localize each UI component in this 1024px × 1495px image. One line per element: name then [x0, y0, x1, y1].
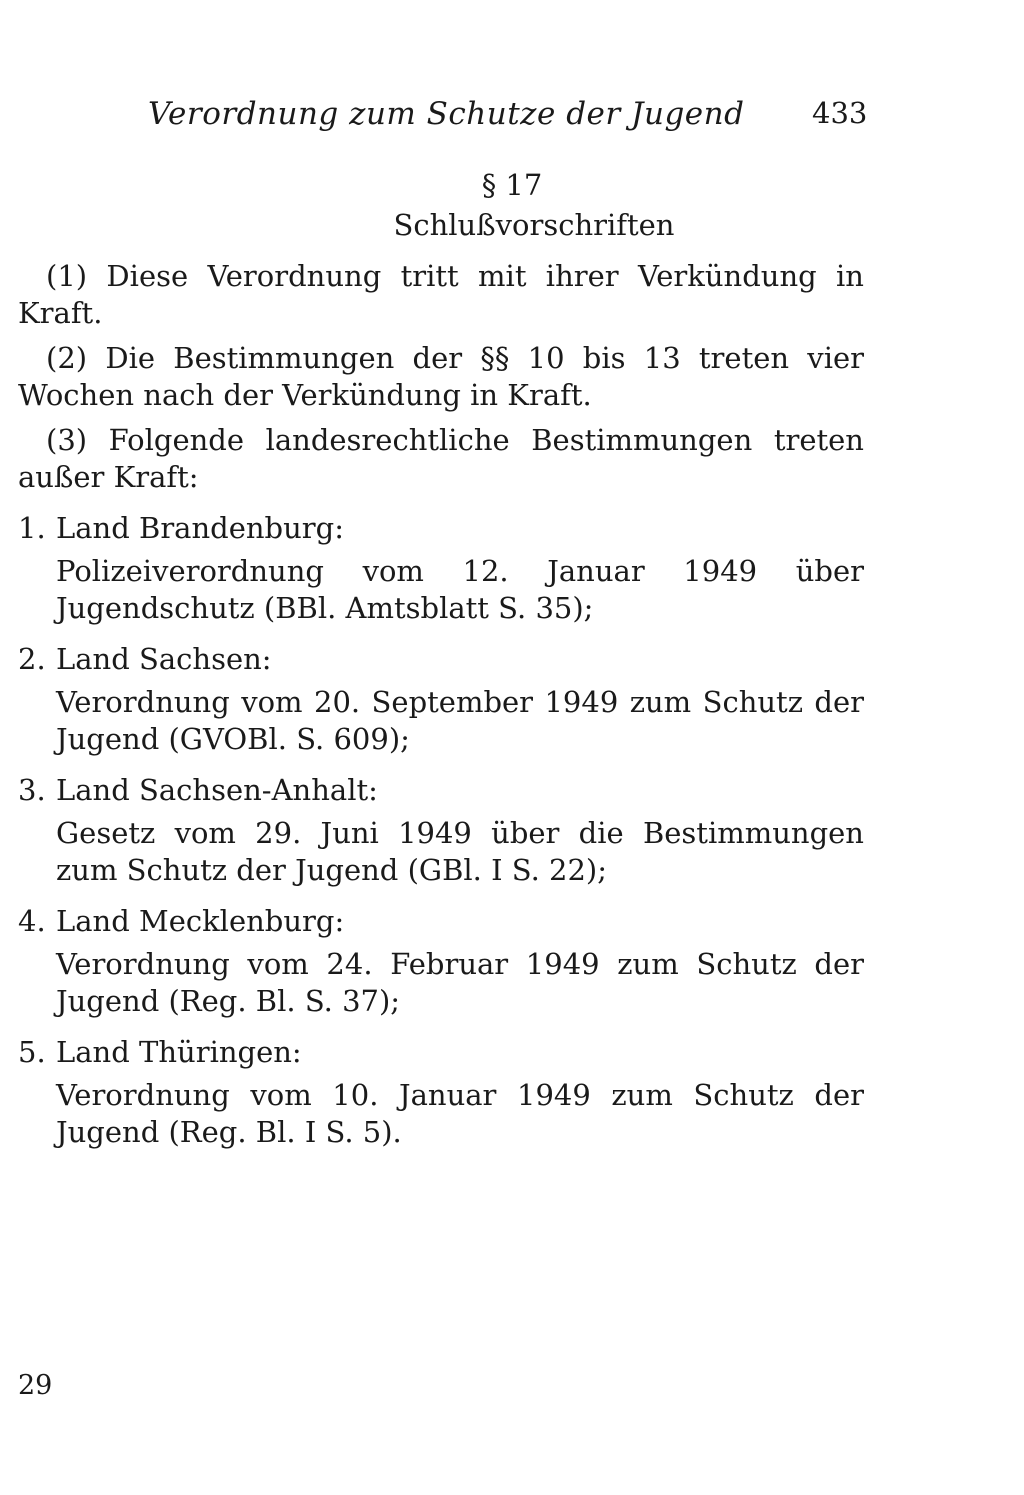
paragraph-1: (1) Diese Verordnung tritt mit ihrer Verkündung in Kraft. [18, 259, 864, 330]
list-item-regulation: Verordnung vom 10. Januar 1949 zum Schutz der Jugend (Reg. Bl. I S. 5). [56, 1078, 864, 1149]
list-item [18, 903, 864, 1020]
list-item-number: 4. [18, 904, 46, 938]
list-item-land: Land Brandenburg: [56, 511, 344, 545]
list-item-number: 5. [18, 1035, 46, 1069]
paragraph-2: (2) Die Bestimmungen der §§ 10 bis 13 treten vier Wochen nach der Verkündung in Kraft. [18, 341, 864, 412]
section-title: Schlußvorschriften [393, 208, 675, 242]
list-item-regulation: Verordnung vom 24. Februar 1949 zum Schutz der Jugend (Reg. Bl. S. 37); [56, 947, 864, 1018]
list-item [18, 1034, 864, 1151]
list-item-land: Land Sachsen: [56, 642, 272, 676]
list-item-land: Land Mecklenburg: [56, 904, 345, 938]
list-item [18, 641, 864, 758]
list-item-number: 1. [18, 511, 46, 545]
body-text [18, 258, 864, 1151]
paragraph-3: (3) Folgende landesrechtliche Bestimmungen treten außer Kraft: [18, 423, 864, 494]
section-number: § 17 [481, 168, 543, 202]
page-number: 433 [812, 96, 868, 130]
list-item-number: 2. [18, 642, 46, 676]
list-item [18, 510, 864, 627]
list-item-land: Land Thüringen: [56, 1035, 302, 1069]
running-head: Verordnung zum Schutze der Jugend [148, 96, 745, 132]
list-item-regulation: Verordnung vom 20. September 1949 zum Schutz der Jugend (GVOBl. S. 609); [56, 685, 864, 756]
list-item-number: 3. [18, 773, 46, 807]
list-item [18, 772, 864, 889]
list-item-regulation: Polizeiverordnung vom 12. Januar 1949 über Jugendschutz (BBl. Amtsblatt S. 35); [56, 554, 864, 625]
list-item-land: Land Sachsen-Anhalt: [56, 773, 378, 807]
signature-mark: 29 [18, 1370, 53, 1401]
list-item-regulation: Gesetz vom 29. Juni 1949 über die Bestimmungen zum Schutz der Jugend (GBl. I S. 22); [56, 816, 864, 887]
